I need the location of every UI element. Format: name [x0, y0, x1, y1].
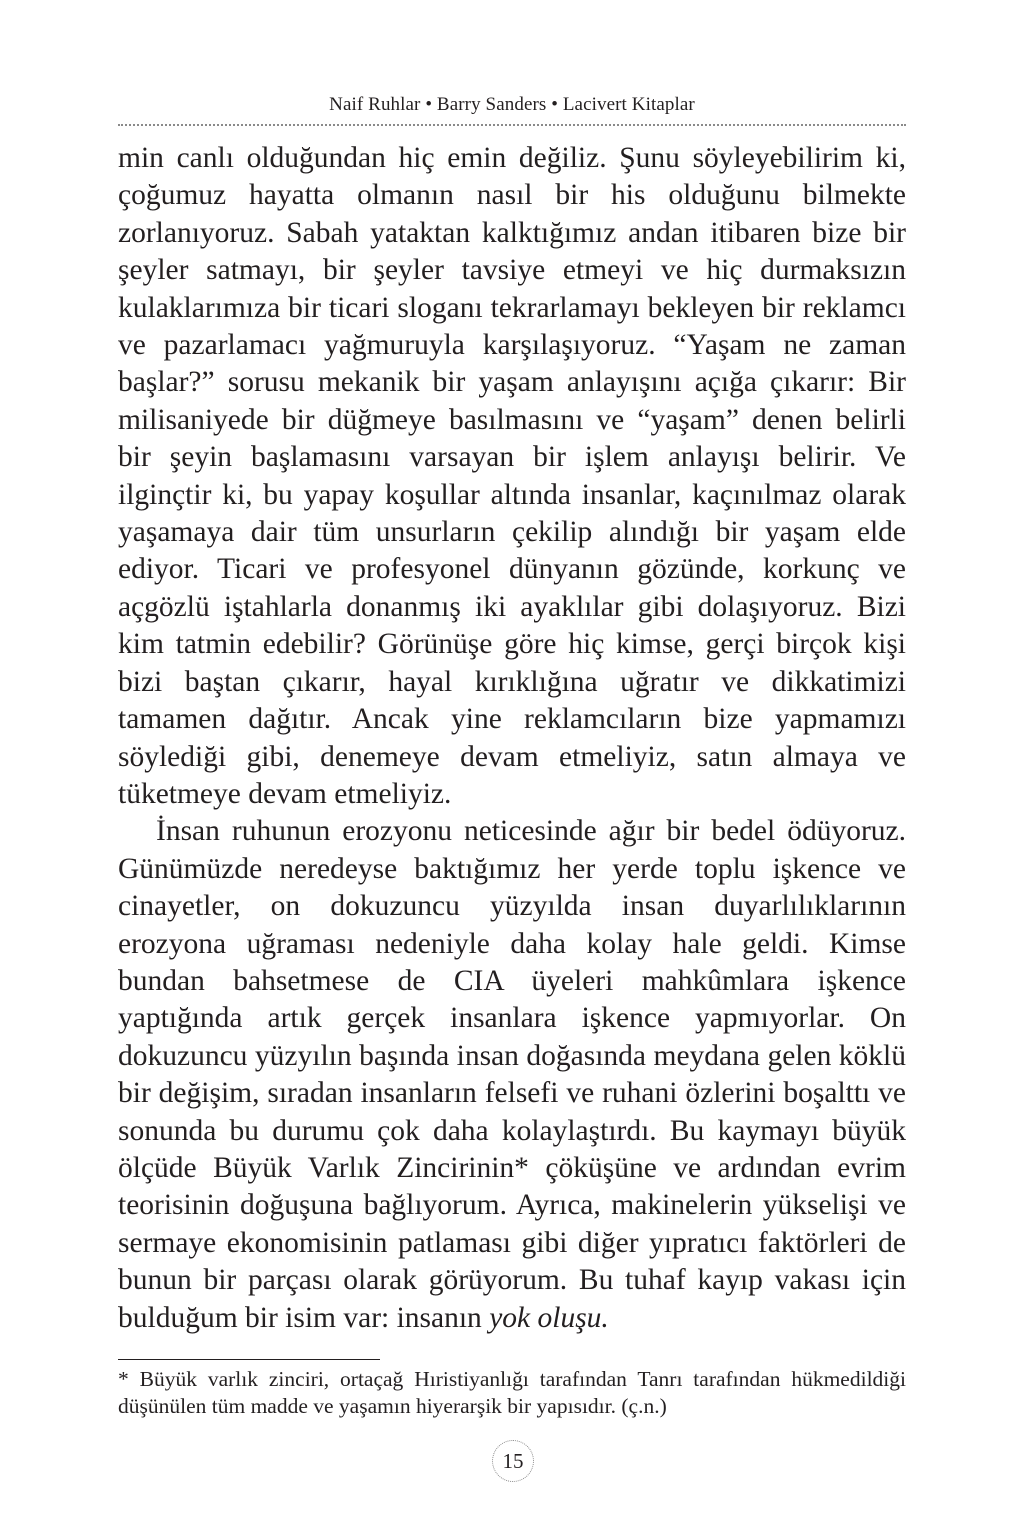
paragraph: min canlı olduğundan hiç emin değiliz. Şunu söyleyebilirim ki, çoğumuz hayatta olmanın nasıl bir his olduğunu bilmekte zorlanıyoruz. Sabah yataktan kalktığımız andan itibaren bize bir şeyler satmayı, bir şeyler tavsiye etmeyi ve hiç durmaksızın kulaklarımıza bir ticari sloganı tekrarlamayı bekleyen bir reklamcı ve pazarlamacı yağmuruyla karşılaşıyoruz. “Yaşam ne zaman başlar?” sorusu mekanik bir yaşam anlayışını açığa çıkarır: Bir milisaniyede bir düğmeye basılmasını ve “yaşam” denen belirli bir şeyin başlamasını varsayan bir işlem anlayışı belirir. Ve ilginçtir ki, bu yapay koşullar altında insanlar, kaçınılmaz olarak yaşamaya dair tüm unsurların çekilip alındığı bir yaşam elde ediyor. Ticari ve profesyonel dünyanın gözünde, korkunç ve açgözlü iştahlarla donanmış iki ayaklılar gibi dolaşıyoruz. Bizi kim tatmin edebilir? Görünüşe göre hiç kimse, gerçi birçok kişi bizi baştan çıkarır, hayal kırıklığına uğratır ve dikkatimizi tamamen dağıtır. Ancak yine reklamcıların bize yapmamızı söylediği gibi, denemeye devam etmeliyiz, satın almaya ve tüketmeye devam etmeliyiz. [118, 142, 906, 810]
header-divider [118, 124, 906, 126]
page-number-label: 15 [502, 1448, 524, 1473]
emphasis-text: yok oluşu. [489, 1301, 609, 1334]
page-number [492, 1440, 534, 1482]
paragraph-text: İnsan ruhunun erozyonu neticesinde ağır bir bedel ödüyoruz. Günümüzde neredeyse baktığımız her yerde toplu işkence ve cinayetler, on dokuzuncu yüzyılda insan duyarlılıklarının erozyona uğraması nedeniyle daha kolay hale geldi. Kimse bundan bahsetmese de CIA üyeleri mahkûmlara işkence yaptığında artık gerçek insanlara işkence yapmıyorlar. On dokuzuncu yüzyılın başında insan doğasında meydana gelen köklü bir değişim, sıradan insanların felsefi ve ruhani özlerini boşalttı ve sonunda bu durumu çok daha kolaylaştırdı. Bu kaymayı büyük ölçüde Büyük Varlık Zincirinin* çöküşüne ve ardından evrim teorisinin doğuşuna bağlıyorum. Ayrıca, makinelerin yükselişi ve sermaye ekonomisinin patlaması gibi diğer yıpratıcı faktörleri de bunun bir parçası olarak görüyorum. Bu tuhaf kayıp vakası için bulduğum bir isim var: insanın [118, 815, 906, 1334]
footnote: * Büyük varlık zinciri, ortaçağ Hıristiyanlığı tarafından Tanrı tarafından hükmedildiği düşünülen tüm madde ve yaşamın hiyerarşik bir yapısıdır. (ç.n.) [118, 1367, 906, 1418]
running-header: Naif Ruhlar • Barry Sanders • Lacivert Kitaplar [329, 94, 695, 115]
footnote-divider [118, 1359, 380, 1360]
body-text [118, 140, 906, 1337]
paragraph [118, 813, 906, 1337]
